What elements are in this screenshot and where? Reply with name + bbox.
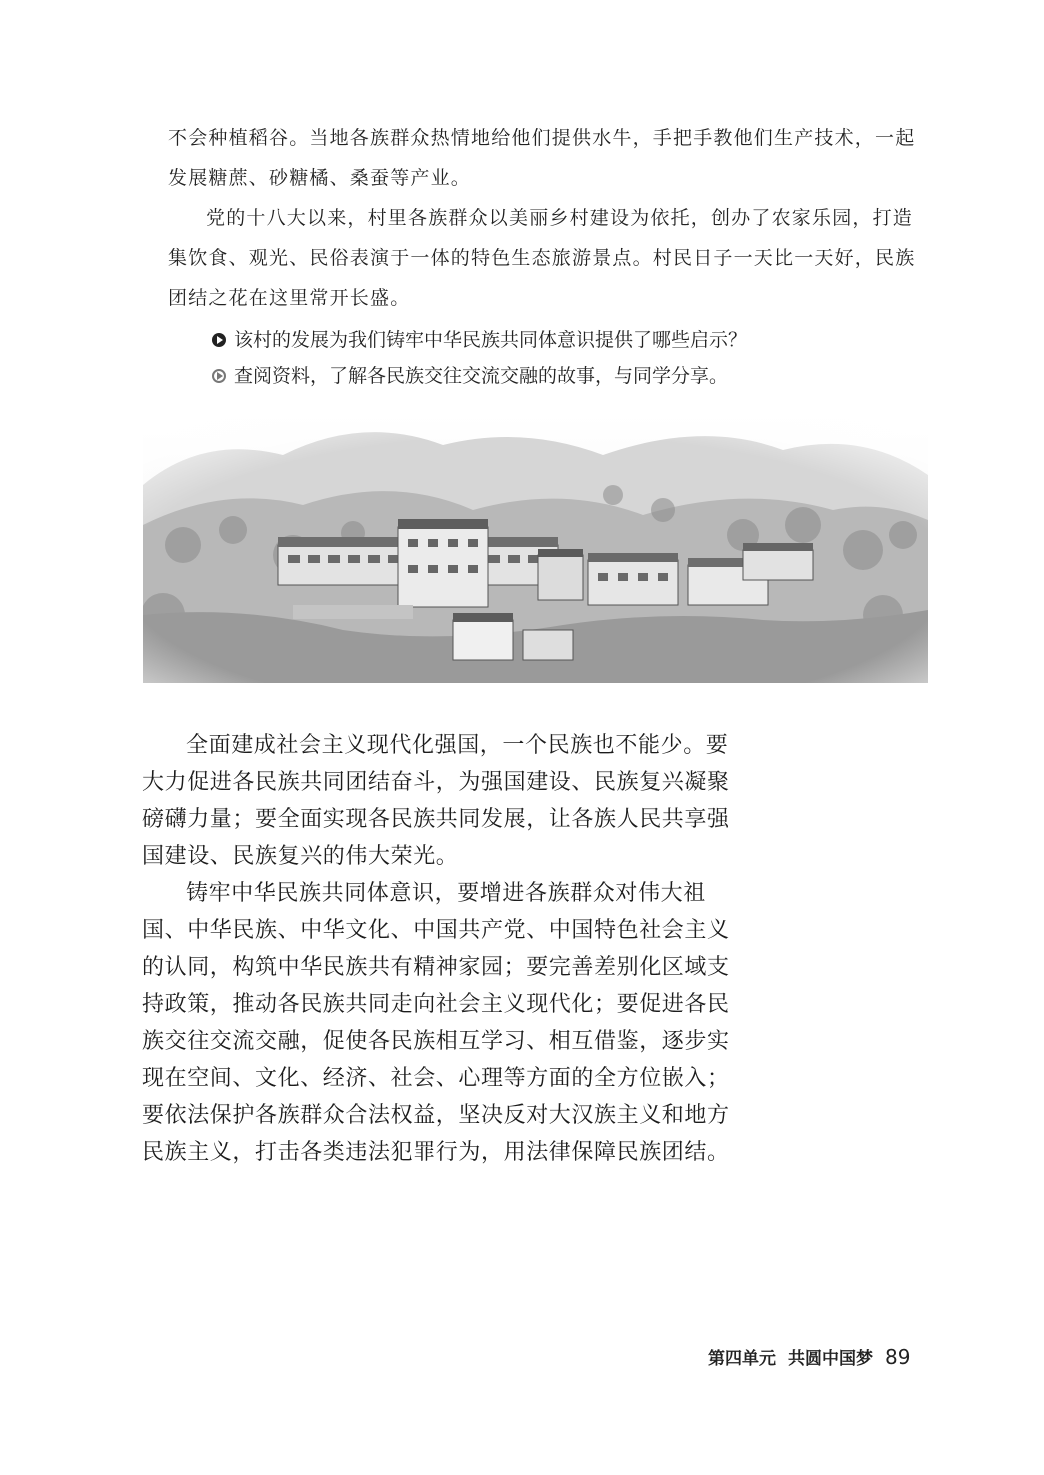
story-paragraph: 党的十八大以来，村里各族群众以美丽乡村建设为依托，创办了农家乐园，打造集饮食、观光、民俗表演于一体的特色生态旅游景点。村民日子一天比一天好，民族团结之花在这里常开长盛。 (168, 207, 916, 309)
story-paragraph: 不会种植稻谷。当地各族群众热情地给他们提供水牛，手把手教他们生产技术，一起发展糖蔗、砂糖橘、桑蚕等产业。 (168, 127, 916, 189)
question-item (212, 358, 852, 394)
play-circle-icon (212, 333, 226, 347)
question-item (212, 322, 852, 358)
story-text (168, 118, 918, 318)
body-paragraph: 铸牢中华民族共同体意识，要增进各族群众对伟大祖国、中华民族、中华文化、中国共产党、中国特色社会主义的认同，构筑中华民族共有精神家园；要完善差别化区域支持政策，推动各民族共同走向社会主义现代化；要促进各民族交往交流交融，促使各民族相互学习、相互借鉴，逐步实现在空间、文化、经济、社会、心理等方面的全方位嵌入；要依法保护各族群众合法权益，坚决反对大汉族主义和地方民族主义，打击各类违法犯罪行为，用法律保障民族团结。 (142, 881, 730, 1165)
discussion-questions (212, 322, 852, 394)
body-text (142, 727, 732, 1171)
play-circle-outline-icon (212, 369, 226, 383)
unit-label: 第四单元 (708, 1349, 776, 1369)
question-text: 该村的发展为我们铸牢中华民族共同体意识提供了哪些启示？ (234, 329, 748, 351)
body-paragraph: 全面建成社会主义现代化强国，一个民族也不能少。要大力促进各民族共同团结奋斗，为强国建设、民族复兴凝聚磅礴力量；要全面实现各民族共同发展，让各族人民共享强国建设、民族复兴的伟大荣光。 (142, 733, 730, 869)
page-footer (708, 1344, 910, 1369)
unit-title: 共圆中国梦 (788, 1349, 873, 1369)
question-text: 查阅资料，了解各民族交往交流交融的故事，与同学分享。 (234, 365, 729, 387)
village-aerial-photo (143, 415, 928, 683)
page-number: 89 (885, 1345, 911, 1369)
